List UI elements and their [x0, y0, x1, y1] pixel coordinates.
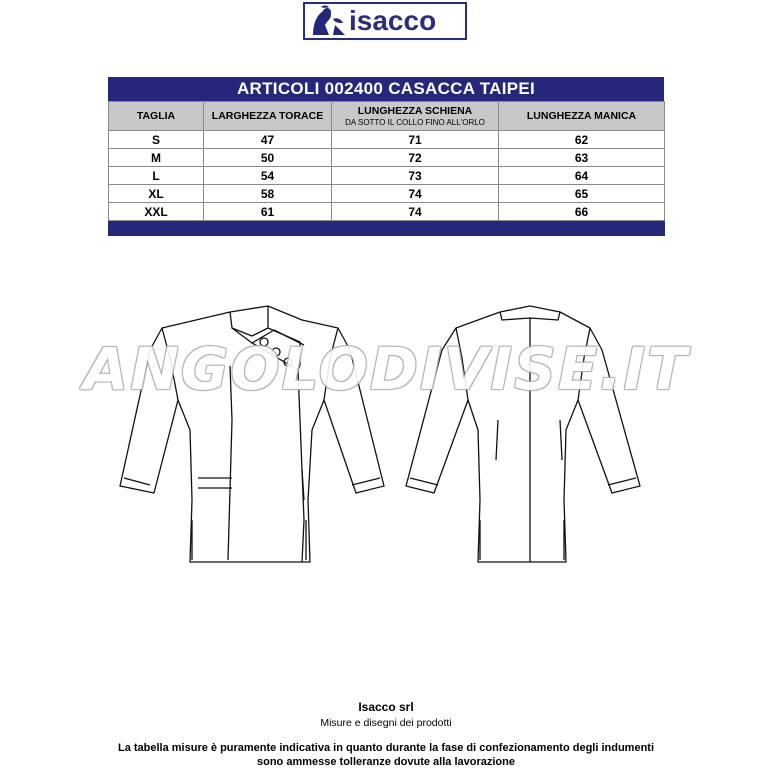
disclaimer — [80, 741, 692, 769]
cell-size: XL — [109, 185, 204, 203]
cell-size: S — [109, 131, 204, 149]
table-title: ARTICOLI 002400 CASACCA TAIPEI — [108, 77, 664, 101]
header-lunghezza-schiena: LUNGHEZZA SCHIENA DA SOTTO IL COLLO FINO ALL'ORLO — [332, 102, 499, 131]
cell-back-length: 73 — [332, 167, 499, 185]
table-row — [109, 203, 665, 221]
cell-size: M — [109, 149, 204, 167]
cell-chest: 61 — [204, 203, 332, 221]
header-lunghezza-manica: LUNGHEZZA MANICA — [499, 102, 665, 131]
cell-back-length: 74 — [332, 185, 499, 203]
cell-sleeve: 66 — [499, 203, 665, 221]
logo-text: isacco — [349, 5, 437, 36]
cell-sleeve: 65 — [499, 185, 665, 203]
table-row — [109, 149, 665, 167]
brand-logo — [303, 2, 467, 40]
header-larghezza-torace: LARGHEZZA TORACE — [204, 102, 332, 131]
cell-size: L — [109, 167, 204, 185]
size-table — [108, 77, 664, 236]
table-row — [109, 167, 665, 185]
cell-chest: 54 — [204, 167, 332, 185]
cell-chest: 58 — [204, 185, 332, 203]
table-footer-band — [109, 221, 665, 236]
table-header-row — [109, 102, 665, 131]
sizes-table — [108, 101, 665, 236]
logo-figure-icon — [307, 5, 347, 37]
cell-back-length: 74 — [332, 203, 499, 221]
table-row — [109, 185, 665, 203]
company-subtitle: Misure e disegni dei prodotti — [320, 717, 452, 729]
disclaimer-line-1: La tabella misure è puramente indicativa in quanto durante la fase di confezionamento degli indumenti — [117, 742, 655, 754]
header-lunghezza-schiena-sub: DA SOTTO IL COLLO FINO ALL'ORLO — [345, 118, 485, 127]
cell-sleeve: 64 — [499, 167, 665, 185]
watermark: ANGOLODIVISE.IT — [83, 335, 689, 403]
table-row — [109, 131, 665, 149]
cell-back-length: 71 — [332, 131, 499, 149]
header-taglia: TAGLIA — [109, 102, 204, 131]
cell-back-length: 72 — [332, 149, 499, 167]
cell-size: XXL — [109, 203, 204, 221]
cell-sleeve: 63 — [499, 149, 665, 167]
disclaimer-line-2: sono ammesse tolleranze dovute alla lavorazione — [257, 756, 515, 768]
cell-chest: 47 — [204, 131, 332, 149]
company-name: Isacco srl — [358, 700, 414, 714]
cell-chest: 50 — [204, 149, 332, 167]
cell-sleeve: 62 — [499, 131, 665, 149]
